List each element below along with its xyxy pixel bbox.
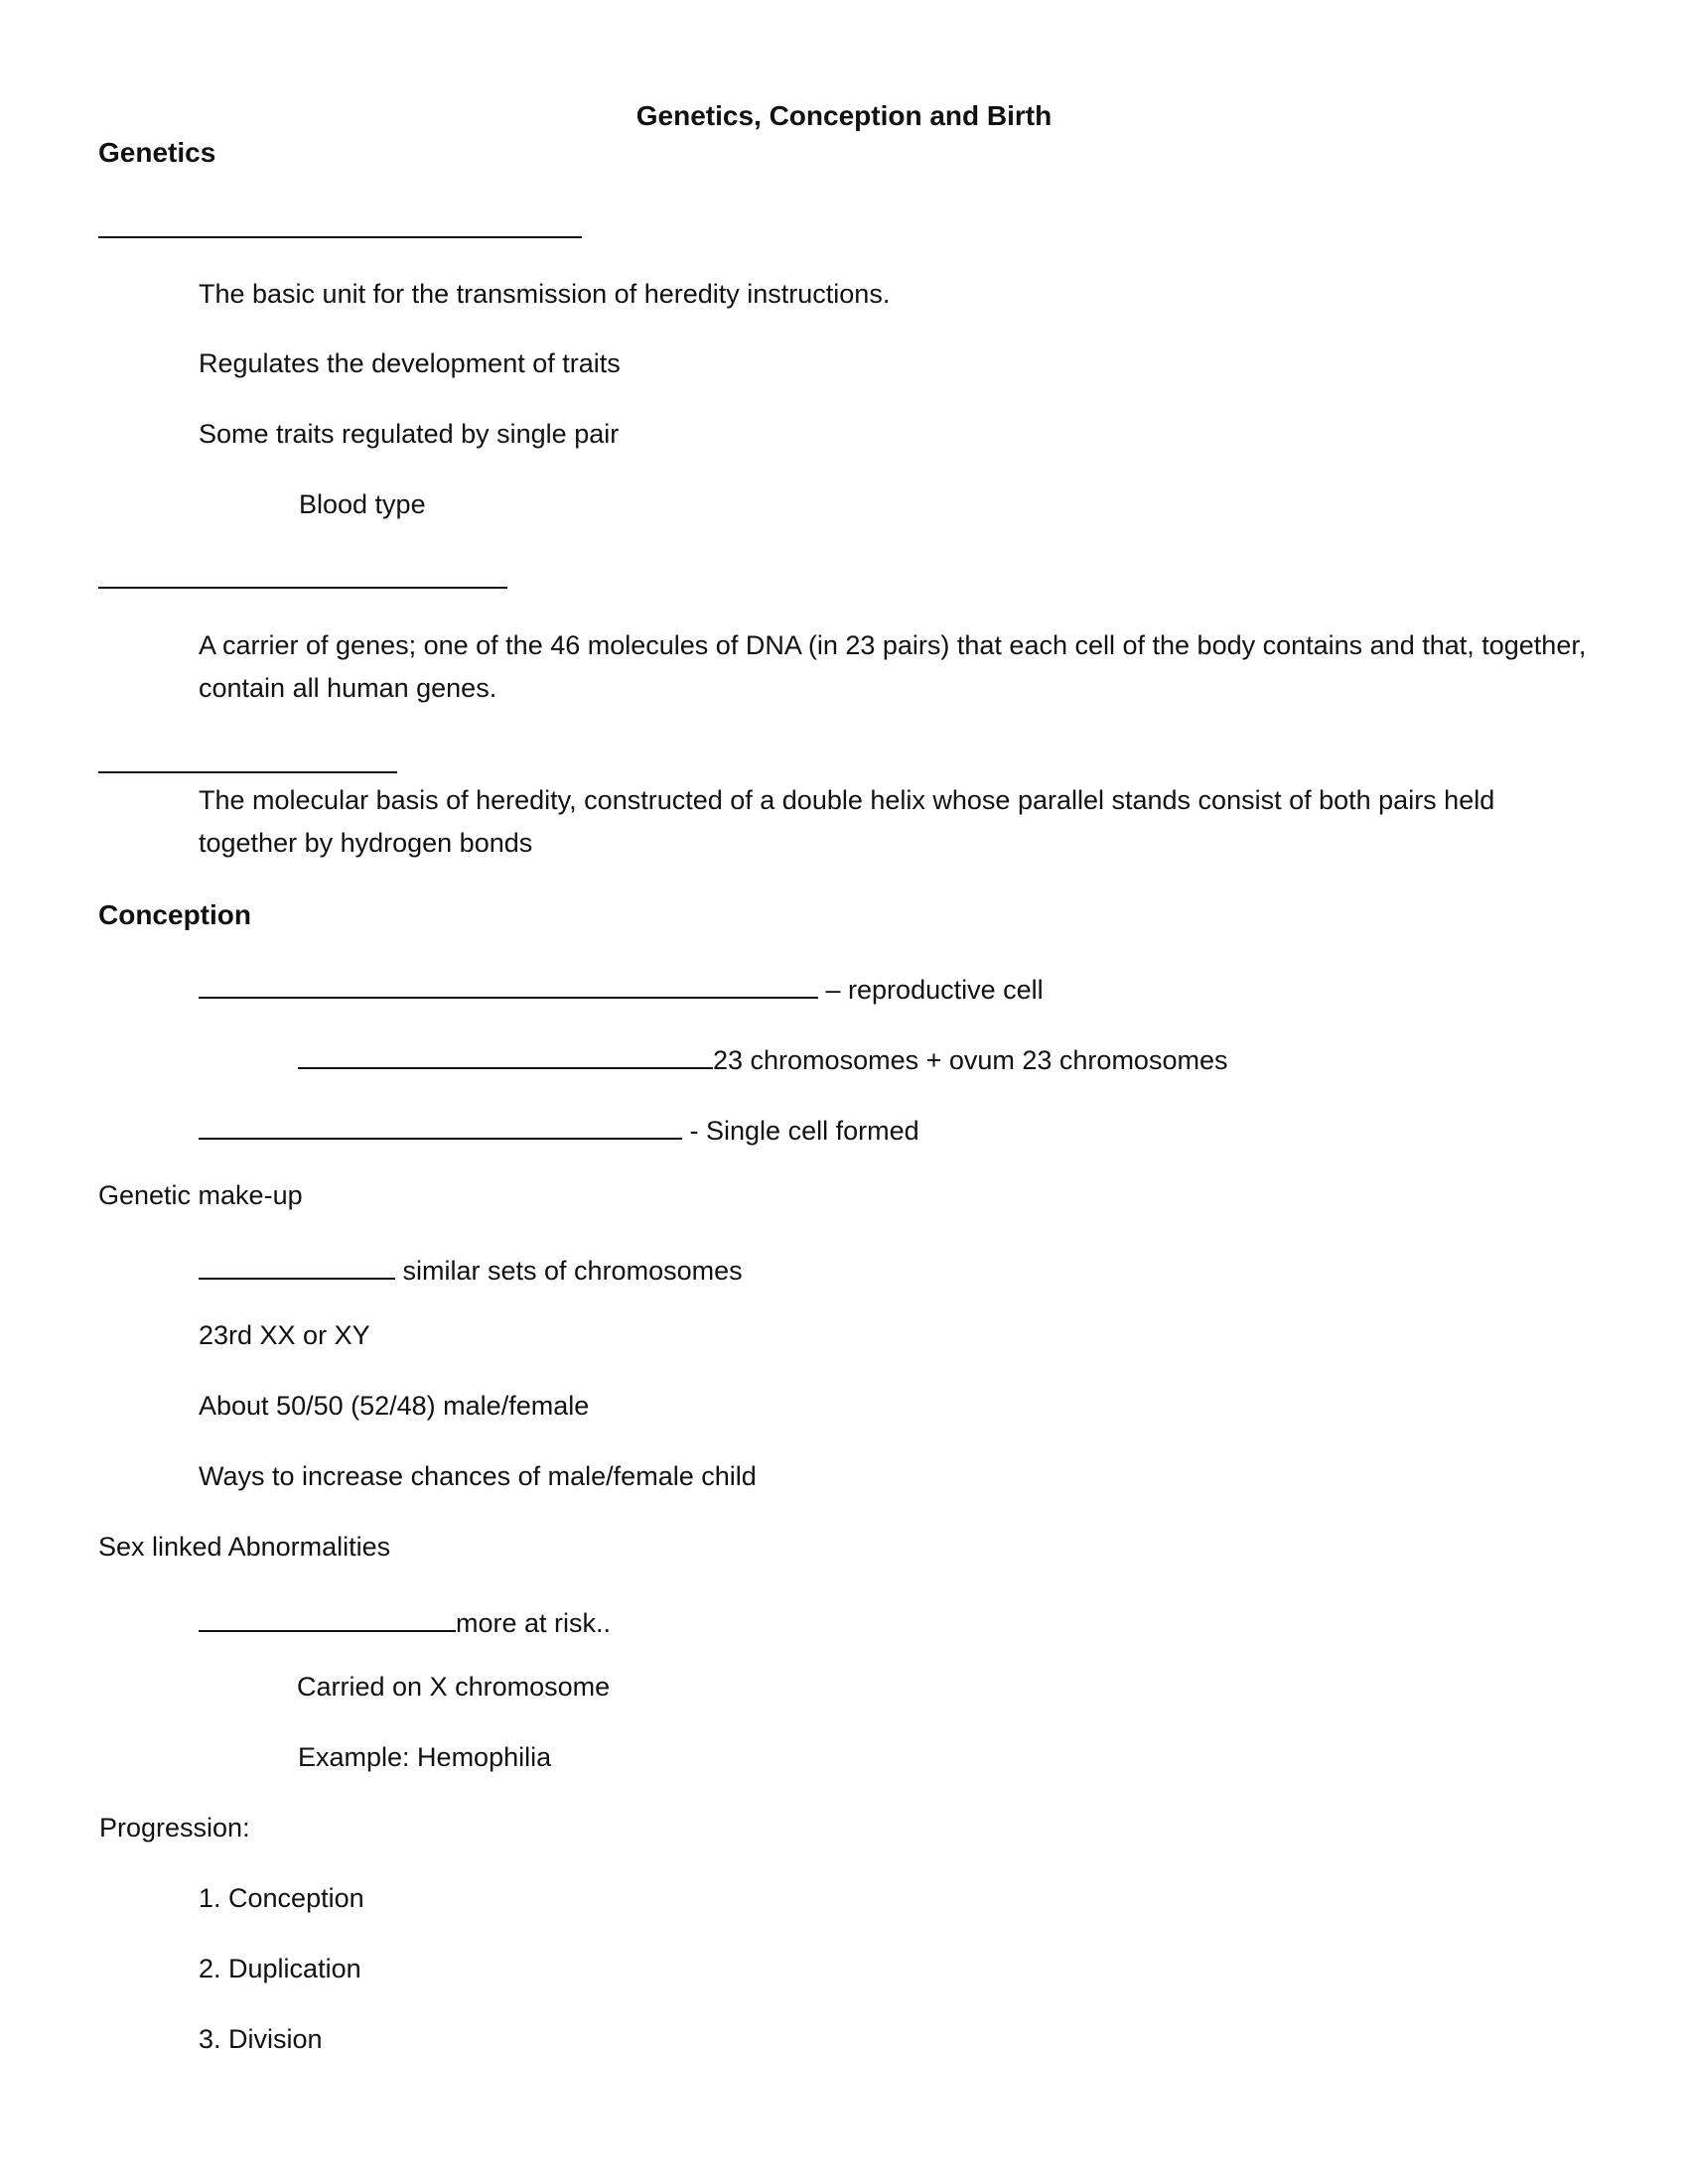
progression-step: 2. Duplication xyxy=(199,1954,361,1983)
sperm-row xyxy=(298,1041,1227,1074)
dna-definition: The molecular basis of heredity, constructed of a double helix whose parallel stands consist of both pairs held together by hydrogen bonds xyxy=(199,785,1495,858)
pairs-text: similar sets of chromosomes xyxy=(402,1256,743,1286)
gene-point-single-pair: Some traits regulated by single pair xyxy=(199,419,620,449)
conception-heading: Conception xyxy=(98,899,251,930)
sex-chromosome-text: 23rd XX or XY xyxy=(199,1320,370,1350)
document-title: Genetics, Conception and Birth xyxy=(635,100,1053,131)
gamete-row xyxy=(199,971,1044,1004)
risk-row xyxy=(199,1604,611,1637)
risk-blank[interactable] xyxy=(199,1604,456,1632)
zygote-text: - Single cell formed xyxy=(689,1116,919,1146)
zygote-row xyxy=(199,1112,919,1145)
ratio-text: About 50/50 (52/48) male/female xyxy=(199,1391,590,1421)
pairs-row xyxy=(199,1252,743,1285)
chromosome-term-blank[interactable] xyxy=(98,587,507,589)
progression-step: 1. Conception xyxy=(199,1883,364,1913)
sex-linked-heading: Sex linked Abnormalities xyxy=(98,1532,391,1562)
genetic-makeup-heading: Genetic make-up xyxy=(98,1180,303,1210)
progression-step: 3. Division xyxy=(199,2024,323,2054)
chromosome-definition: A carrier of genes; one of the 46 molecules of DNA (in 23 pairs) that each cell of the body contains and that, together, contain all human genes. xyxy=(199,630,1587,703)
risk-text: more at risk.. xyxy=(456,1608,612,1638)
sperm-blank[interactable] xyxy=(298,1041,713,1069)
dna-term-blank[interactable] xyxy=(98,771,397,773)
ways-text: Ways to increase chances of male/female child xyxy=(199,1461,757,1491)
gene-term-blank[interactable] xyxy=(98,236,582,238)
zygote-blank[interactable] xyxy=(199,1112,682,1140)
gene-point-traits: Regulates the development of traits xyxy=(199,348,621,378)
gamete-blank[interactable] xyxy=(199,971,818,999)
progression-heading: Progression: xyxy=(99,1813,250,1843)
gene-example-blood-type: Blood type xyxy=(299,489,426,519)
genetics-heading: Genetics xyxy=(98,137,216,168)
gene-definition: The basic unit for the transmission of heredity instructions. xyxy=(199,279,891,309)
sperm-text: 23 chromosomes + ovum 23 chromosomes xyxy=(713,1045,1228,1075)
gamete-text: – reproductive cell xyxy=(825,975,1044,1005)
pairs-blank[interactable] xyxy=(199,1252,395,1280)
carried-text: Carried on X chromosome xyxy=(297,1672,611,1702)
example-text: Example: Hemophilia xyxy=(298,1742,552,1772)
